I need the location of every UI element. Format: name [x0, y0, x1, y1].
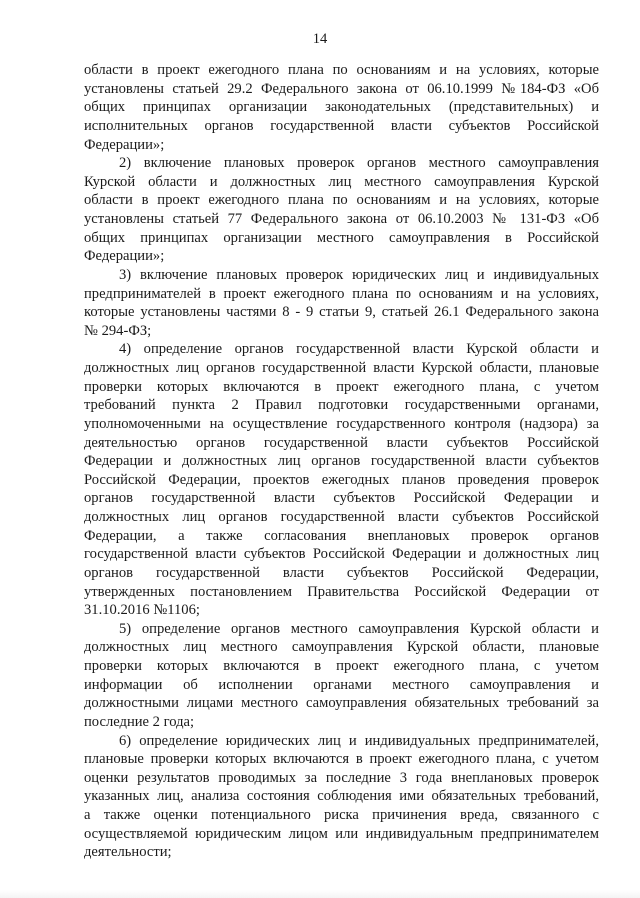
- text-line: утвержденных постановлением Правительства Российской Федерации от: [84, 583, 599, 600]
- page-number: 14: [312, 31, 328, 47]
- text-line: государственной власти субъектов Российской Федерации и должностных лиц: [84, 546, 599, 563]
- text-line: а также оценки потенциального риска причинения вреда, связанного с: [84, 807, 599, 823]
- paragraph-cont: [84, 61, 599, 154]
- text-line: указанных лиц, анализа состояния соблюдения ими обязательных требований,: [84, 788, 599, 805]
- text-line: исполнительных органов государственной власти субъектов Российской: [84, 117, 599, 134]
- text-line: установлены статьей 77 Федерального закона от 06.10.2003 № 131-ФЗ «Об: [84, 211, 599, 227]
- text-line: которые установлены частями 8 - 9 статьи 9, статьей 26.1 Федерального закона: [84, 304, 599, 321]
- text-line: оценки результатов проводимых за последние 3 года внеплановых проверок: [84, 769, 599, 786]
- text-line: органов государственной власти субъектов Российской Федерации и: [84, 490, 599, 507]
- text-line: требований пункта 2 Правил подготовки государственными органами,: [84, 397, 599, 414]
- text-line: проверки которых включаются в проект ежегодного плана, с учетом: [84, 658, 599, 674]
- text-line: 4) определение органов государственной власти Курской области и: [119, 341, 599, 358]
- text-line: информации об исполнении органами местного самоуправления и: [84, 676, 599, 693]
- paragraph-item-5: [84, 620, 599, 732]
- text-line: 3) включение плановых проверок юридических лиц и индивидуальных: [119, 266, 599, 283]
- text-line: общих принципах организации законодательных (представительных) и: [84, 99, 599, 116]
- text-line: 2) включение плановых проверок органов местного самоуправления: [119, 155, 599, 172]
- paragraph-item-2: [84, 154, 599, 266]
- text-line: плановые проверки которых включаются в проект ежегодного плана, с учетом: [84, 751, 599, 768]
- text-line: 31.10.2016 №1106;: [84, 602, 200, 619]
- text-line: осуществляемой юридическим лицом или индивидуальным предпринимателем: [84, 825, 599, 842]
- paragraph-item-3: [84, 266, 599, 341]
- text-line: должностными лицами местного самоуправления обязательных требований за: [84, 695, 599, 712]
- text-line: установлены статьей 29.2 Федерального закона от 06.10.1999 №184-ФЗ «Об: [84, 80, 599, 97]
- text-line: деятельностью органов государственной власти субъектов Российской: [84, 434, 599, 451]
- text-line: должностных лиц местного самоуправления Курской области, плановые: [84, 639, 599, 656]
- text-line: 6) определение юридических лиц и индивидуальных предпринимателей,: [119, 732, 599, 749]
- text-line: Федерации»;: [84, 248, 165, 265]
- text-line: предпринимателей в проект ежегодного плана по основаниям и на условиях,: [84, 285, 599, 302]
- text-line: уполномоченными на осуществление государственного контроля (надзора) за: [84, 415, 599, 432]
- paragraph-item-4: [84, 340, 599, 619]
- text-line: № 294-ФЗ;: [84, 322, 152, 339]
- text-line: Федерации, а также согласования внеплановых проверок органов: [84, 527, 599, 544]
- text-line: органов государственной власти субъектов Российской Федерации,: [84, 564, 599, 581]
- text-line: общих принципах организации местного самоуправления в Российской: [84, 229, 599, 246]
- text-line: проверки которых включаются в проект ежегодного плана, с учетом: [84, 378, 599, 395]
- text-line: последние 2 года;: [84, 713, 195, 730]
- text-line: Федерации и должностных лиц органов государственной власти субъектов: [84, 453, 599, 470]
- body-text: [84, 61, 599, 862]
- text-line: Российской Федерации, проектов ежегодных планов проведения проверок: [84, 471, 599, 488]
- paragraph-item-6: [84, 732, 599, 862]
- text-line: 5) определение органов местного самоуправления Курской области и: [119, 620, 599, 637]
- text-line: Федерации»;: [84, 136, 165, 153]
- text-line: должностных лиц органов государственной власти Курской области, плановые: [84, 360, 599, 376]
- text-line: области в проект ежегодного плана по основаниям и на условиях, которые: [84, 192, 599, 209]
- scan-bottom-edge: [0, 890, 640, 898]
- text-line: области в проект ежегодного плана по основаниям и на условиях, которые: [84, 62, 599, 78]
- text-line: должностных лиц органов государственной власти субъектов Российской: [84, 509, 599, 525]
- text-line: деятельности;: [84, 844, 172, 861]
- text-line: Курской области и должностных лиц местного самоуправления Курской: [84, 173, 599, 190]
